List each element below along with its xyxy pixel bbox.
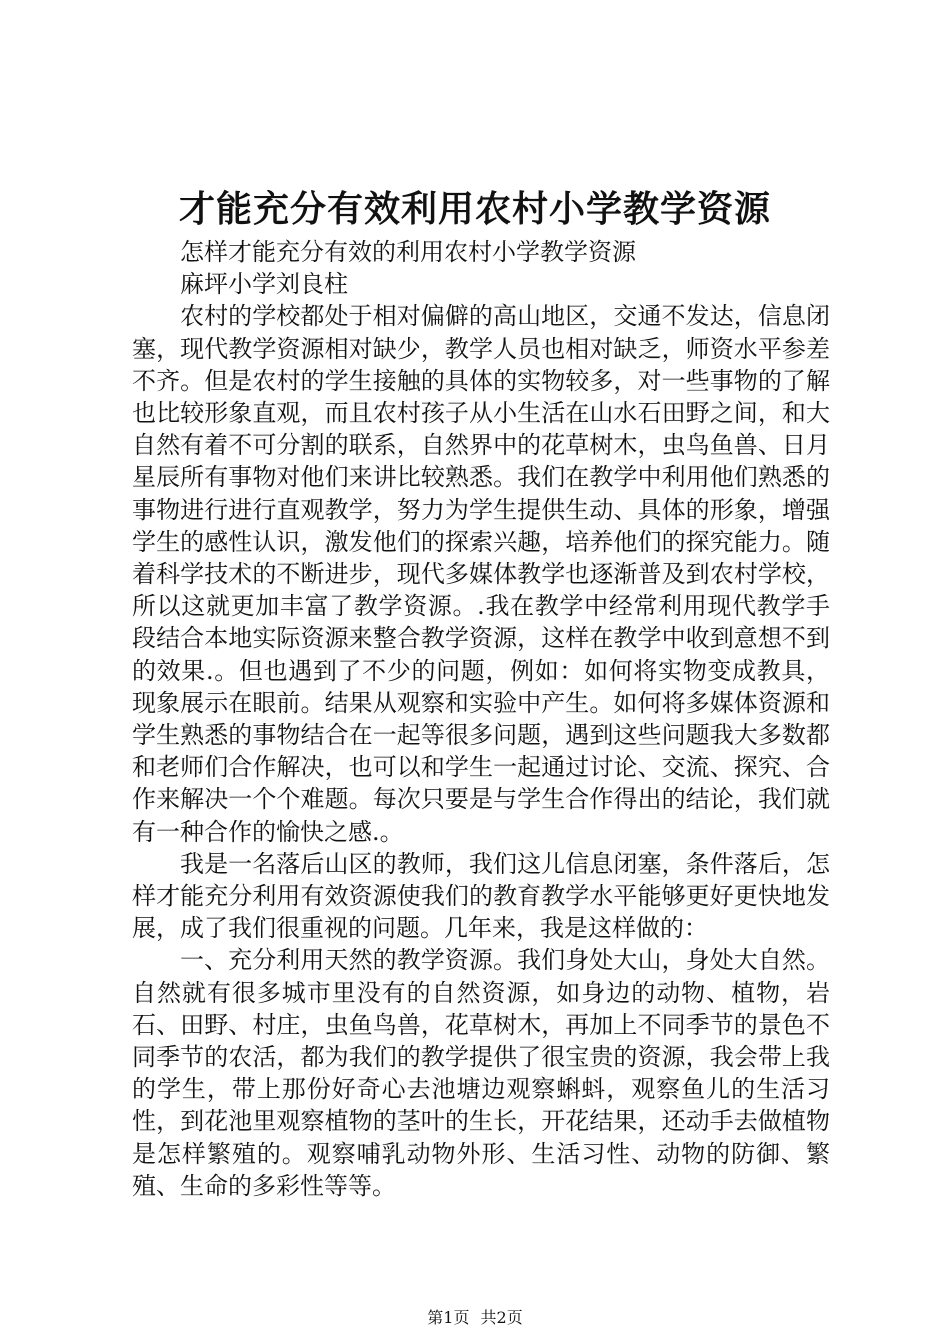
subtitle-paragraph: 怎样才能充分有效的利用农村小学教学资源	[180, 238, 636, 266]
page-footer	[0, 1306, 950, 1330]
document-title: 才能充分有效利用农村小学教学资源	[178, 188, 771, 230]
document-body	[132, 236, 830, 1202]
body-paragraph: 我是一名落后山区的教师，我们这儿信息闭塞，条件落后，怎样才能充分利用有效资源使我们的教育教学水平能够更好更快地发展，成了我们很重视的问题。几年来，我是这样做的：	[132, 849, 830, 943]
body-paragraph: 一、充分利用天然的教学资源。我们身处大山，身处大自然。自然就有很多城市里没有的自然资源，如身边的动物、植物，岩石、田野、村庄，虫鱼鸟兽，花草树木，再加上不同季节的景色不同季节的农活，都为我们的教学提供了很宝贵的资源，我会带上我的学生，带上那份好奇心去池塘边观察蝌蚪，观察鱼儿的生活习性，到花池里观察植物的茎叶的生长，开花结果，还动手去做植物是怎样繁殖的。观察哺乳动物外形、生活习性、动物的防御、繁殖、生命的多彩性等等。	[132, 946, 830, 1200]
page-total: 共2页	[480, 1308, 523, 1327]
author-paragraph: 麻坪小学刘良柱	[180, 270, 348, 299]
page-number: 第1页	[427, 1308, 470, 1327]
body-paragraph: 农村的学校都处于相对偏僻的高山地区，交通不发达，信息闭塞，现代教学资源相对缺少，教学人员也相对缺乏，师资水平参差不齐。但是农村的学生接触的具体的实物较多，对一些事物的了解也比较形象直观，而且农村孩子从小生活在山水石田野之间，和大自然有着不可分割的联系，自然界中的花草树木，虫鸟鱼兽、日月星辰所有事物对他们来讲比较熟悉。我们在教学中利用他们熟悉的事物进行进行直观教学，努力为学生提供生动、具体的形象，增强学生的感性认识，激发他们的探索兴趣，培养他们的探究能力。随着科学技术的不断进步，现代多媒体教学也逐渐普及到农村学校，所以这就更加丰富了教学资源。.我在教学中经常利用现代教学手段结合本地实际资源来整合教学资源，这样在教学中收到意想不到的效果.。但也遇到了不少的问题，例如：如何将实物变成教具，现象展示在眼前。结果从观察和实验中产生。如何将多媒体资源和学生熟悉的事物结合在一起等很多问题，遇到这些问题我大多数都和老师们合作解决，也可以和学生一起通过讨论、交流、探究、合作来解决一个个难题。每次只要是与学生合作得出的结论，我们就有一种合作的愉快之感.。	[132, 302, 830, 846]
